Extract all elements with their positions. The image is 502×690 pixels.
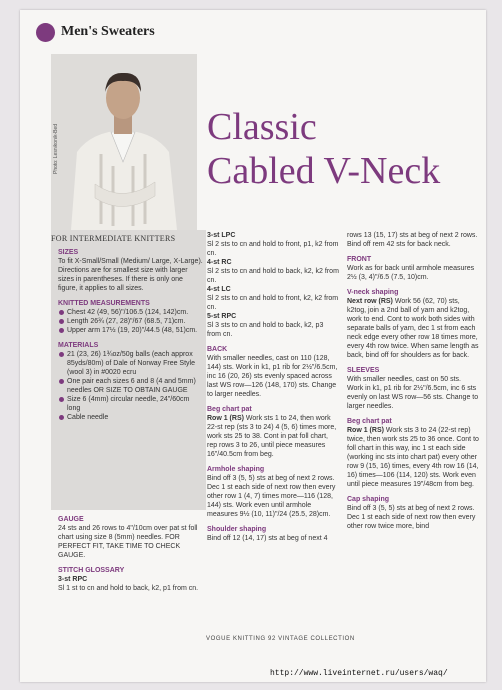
section-dot-icon bbox=[36, 23, 55, 42]
back-heading: BACK bbox=[207, 346, 228, 353]
rpc-heading: 3-st RPC bbox=[58, 576, 88, 583]
armhole-heading: Armhole shaping bbox=[207, 466, 265, 473]
front-text: Work as for back until armhole measures 2½ (3, 4)"/6.5 (7.5, 10)cm. bbox=[347, 265, 475, 281]
armhole-text: Bind off 3 (5, 5) sts at beg of next 2 rows. Dec 1 st each side of next row then every other row 1 (4, 7) times more—116 (128, 144) sts. Work even until armhole measures 9½ (10, 11)"/24 (25.5, 28)cm. bbox=[207, 475, 336, 518]
material-cable: Cable needle bbox=[58, 413, 203, 422]
pattern-title bbox=[207, 105, 440, 193]
beg-chart-heading: Beg chart pat bbox=[207, 406, 252, 413]
beg-chart-text bbox=[207, 414, 339, 459]
shoulder-heading: Shoulder shaping bbox=[207, 526, 267, 533]
rpc5-heading: 5-st RPC bbox=[207, 313, 237, 320]
lpc-text: Sl 2 sts to cn and hold to front, p1, k2 from cn. bbox=[207, 241, 339, 257]
rc-heading: 4-st RC bbox=[207, 259, 232, 266]
sizes-heading: SIZES bbox=[58, 249, 79, 256]
sweater-model-illustration bbox=[51, 54, 197, 230]
skill-level: FOR INTERMEDIATE KNITTERS bbox=[51, 234, 176, 243]
row1-label: Row 1 (RS) bbox=[207, 415, 244, 422]
left-column bbox=[58, 248, 203, 422]
beg-chart-body: Work sts 1 to 24, then work 22-st rep (sts 3 to 24) 4 (5, 6) times more, work sts 25 to 38. Cont in pat foll chart, rep rows 3 to 26, until piece measures 16"/40.5cm from beg. bbox=[207, 415, 337, 458]
shoulder-text: Bind off 12 (14, 17) sts at beg of next 4 bbox=[207, 535, 328, 542]
bind-off-text: rows 13 (15, 17) sts at beg of next 2 rows. Bind off rem 42 sts for back neck. bbox=[347, 232, 478, 248]
section-title: Men's Sweaters bbox=[61, 24, 155, 39]
magazine-page bbox=[20, 10, 486, 682]
glossary-heading: STITCH GLOSSARY bbox=[58, 567, 125, 574]
vneck-heading: V-neck shaping bbox=[347, 289, 399, 296]
back-text: With smaller needles, cast on 110 (128, 144) sts. Work in k1, p1 rib for 2½"/6.5cm, inc 16 (20, 26) sts evenly spaced across last WS row—126 (148, 170) sts. Change to larger needles. bbox=[207, 355, 338, 398]
middle-column bbox=[207, 231, 339, 543]
gauge-text: 24 sts and 26 rows to 4"/10cm over pat st foll chart using size 8 (5mm) needles. FOR PERFECT FIT, TAKE TIME TO CHECK GAUGE. bbox=[58, 525, 198, 559]
chest-measurement: Chest 42 (49, 56)"/106.5 (124, 142)cm. bbox=[58, 308, 203, 317]
page-footer: VOGUE KNITTING 92 VINTAGE COLLECTION bbox=[206, 636, 355, 642]
title-line-2: Cabled V-Neck bbox=[207, 150, 441, 192]
knitted-heading: KNITTED MEASUREMENTS bbox=[58, 300, 150, 307]
sleeves-heading: SLEEVES bbox=[347, 367, 380, 374]
sizes-text: To fit X-Small/Small (Medium/ Large, X-Large). Directions are for smallest size with larger sizes in parentheses. If there is only one figure, it applies to all sizes. bbox=[58, 258, 203, 292]
rc-text: Sl 2 sts to cn and hold to back, k2, k2 from cn. bbox=[207, 268, 339, 284]
next-row-label: Next row (RS) bbox=[347, 298, 393, 305]
material-needles: One pair each sizes 6 and 8 (4 and 5mm) needles OR SIZE TO OBTAIN GAUGE bbox=[58, 377, 203, 395]
photo-credit: Photo: Lesnikonik-Bed bbox=[53, 123, 59, 174]
vneck-body: Work 56 (62, 70) sts, k2tog, join a 2nd ball of yarn and k2tog, work to end. Cont to work both sides with separate balls of yarn, dec 1 st from each neck edge every other row 18 times more, every 4th row twice. When same length as back, bind off for shoulders as for back. bbox=[347, 298, 479, 359]
lc-text: Sl 2 sts to cn and hold to front, k2, k2 from cn. bbox=[207, 295, 339, 311]
gauge-heading: GAUGE bbox=[58, 516, 84, 523]
materials-heading: MATERIALS bbox=[58, 342, 99, 349]
front-heading: FRONT bbox=[347, 256, 372, 263]
cap-heading: Cap shaping bbox=[347, 496, 390, 503]
sleeve-chart-text bbox=[347, 426, 479, 489]
sleeve-chart-body: Work sts 3 to 24 (22-st rep) twice, then work sts 25 to 36 once. Cont to foll chart in this way, inc 1 st each side (working inc sts into chart pat) every other row 9 (15, 16) times, every 4th row 16 (14, 16) times—106 (114, 120) sts. Work even until piece measures 19"/48cm from beg. bbox=[347, 427, 479, 488]
length-measurement: Length 26¾ (27, 28)"/67 (68.5, 71)cm. bbox=[58, 317, 203, 326]
title-line-1: Classic bbox=[207, 106, 317, 148]
vneck-text bbox=[347, 297, 479, 360]
right-column bbox=[347, 231, 479, 531]
watermark-url: http://www.liveinternet.ru/users/waq/ bbox=[270, 669, 448, 678]
left-column-lower bbox=[58, 515, 203, 593]
material-circular: Size 6 (4mm) circular needle, 24"/60cm long bbox=[58, 395, 203, 413]
arm-measurement: Upper arm 17½ (19, 20)"/44.5 (48, 51)cm. bbox=[58, 326, 203, 335]
cap-text: Bind off 3 (5, 5) sts at beg of next 2 rows. Dec 1 st each side of next row then every other row twice more, bind bbox=[347, 505, 476, 530]
material-yarn: 21 (23, 26) 1¾oz/50g balls (each approx 85yds/80m) of Dale of Norway Free Style (wool 3) in #0020 ecru bbox=[58, 350, 203, 377]
rpc-text: Sl 1 st to cn and hold to back, k2, p1 from cn. bbox=[58, 585, 199, 592]
lpc-heading: 3-st LPC bbox=[207, 232, 236, 239]
lc-heading: 4-st LC bbox=[207, 286, 231, 293]
sleeve-row1-label: Row 1 (RS) bbox=[347, 427, 384, 434]
rpc5-text: Sl 3 sts to cn and hold to back, k2, p3 from cn. bbox=[207, 322, 324, 338]
section-header bbox=[36, 19, 155, 45]
sleeve-chart-heading: Beg chart pat bbox=[347, 418, 392, 425]
model-photo bbox=[51, 54, 197, 230]
sleeves-text: With smaller needles, cast on 50 sts. Work in k1, p1 rib for 2½"/6.5cm, inc 6 sts evenly on last WS row—56 sts. Change to larger needles. bbox=[347, 376, 479, 410]
